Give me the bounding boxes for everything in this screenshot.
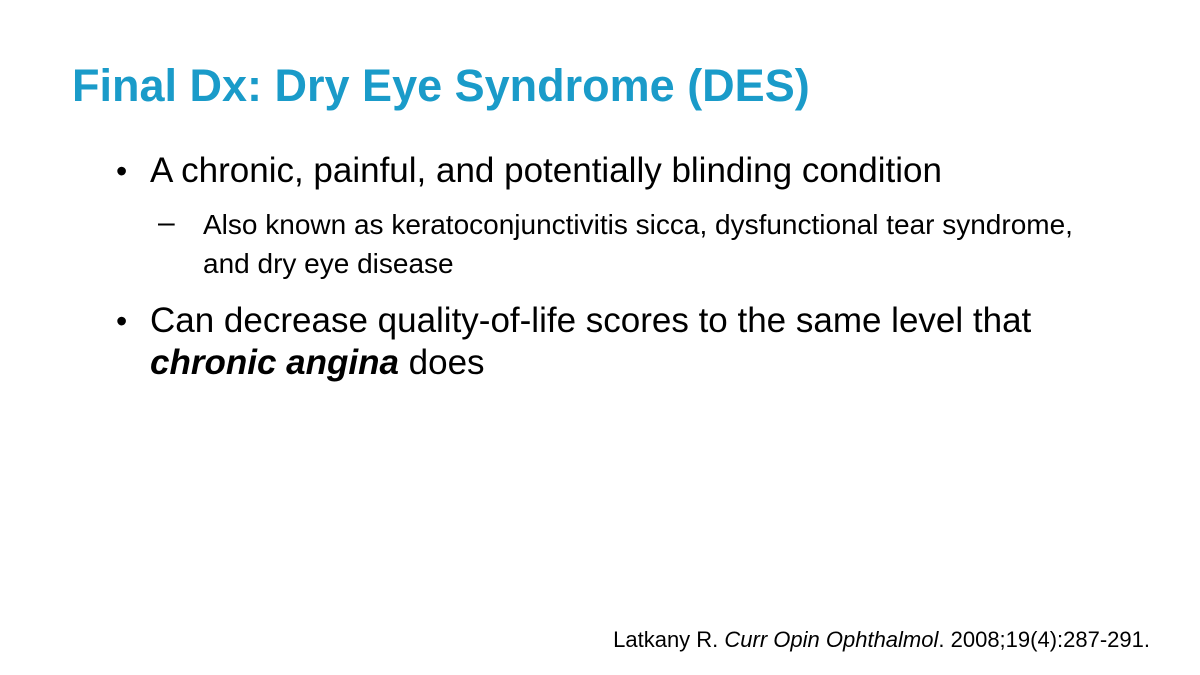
bullet-text: A chronic, painful, and potentially blinding condition xyxy=(150,151,942,190)
slide-title: Final Dx: Dry Eye Syndrome (DES) xyxy=(72,60,810,111)
bullet-dot-icon: • xyxy=(116,153,128,189)
bullet-item-quality-of-life xyxy=(116,300,1050,384)
bullet-text-after: does xyxy=(398,343,485,382)
sub-bullet-text: Also known as keratoconjunctivitis sicca, dysfunctional tear syndrome, and dry eye disease xyxy=(203,209,1073,279)
citation xyxy=(613,625,1150,655)
sub-bullet-item-also-known-as xyxy=(158,205,1083,283)
bullet-emphasis: chronic angina xyxy=(150,343,399,382)
dash-icon: – xyxy=(158,206,175,239)
bullet-text-before: Can decrease quality-of-life scores to the same level that xyxy=(150,301,1032,340)
citation-journal: Curr Opin Ophthalmol xyxy=(724,627,939,652)
citation-details: . 2008;19(4):287-291. xyxy=(938,627,1150,652)
bullet-item-chronic-condition xyxy=(116,150,1050,192)
bullet-dot-icon: • xyxy=(116,303,128,339)
citation-author: Latkany R. xyxy=(613,627,725,652)
